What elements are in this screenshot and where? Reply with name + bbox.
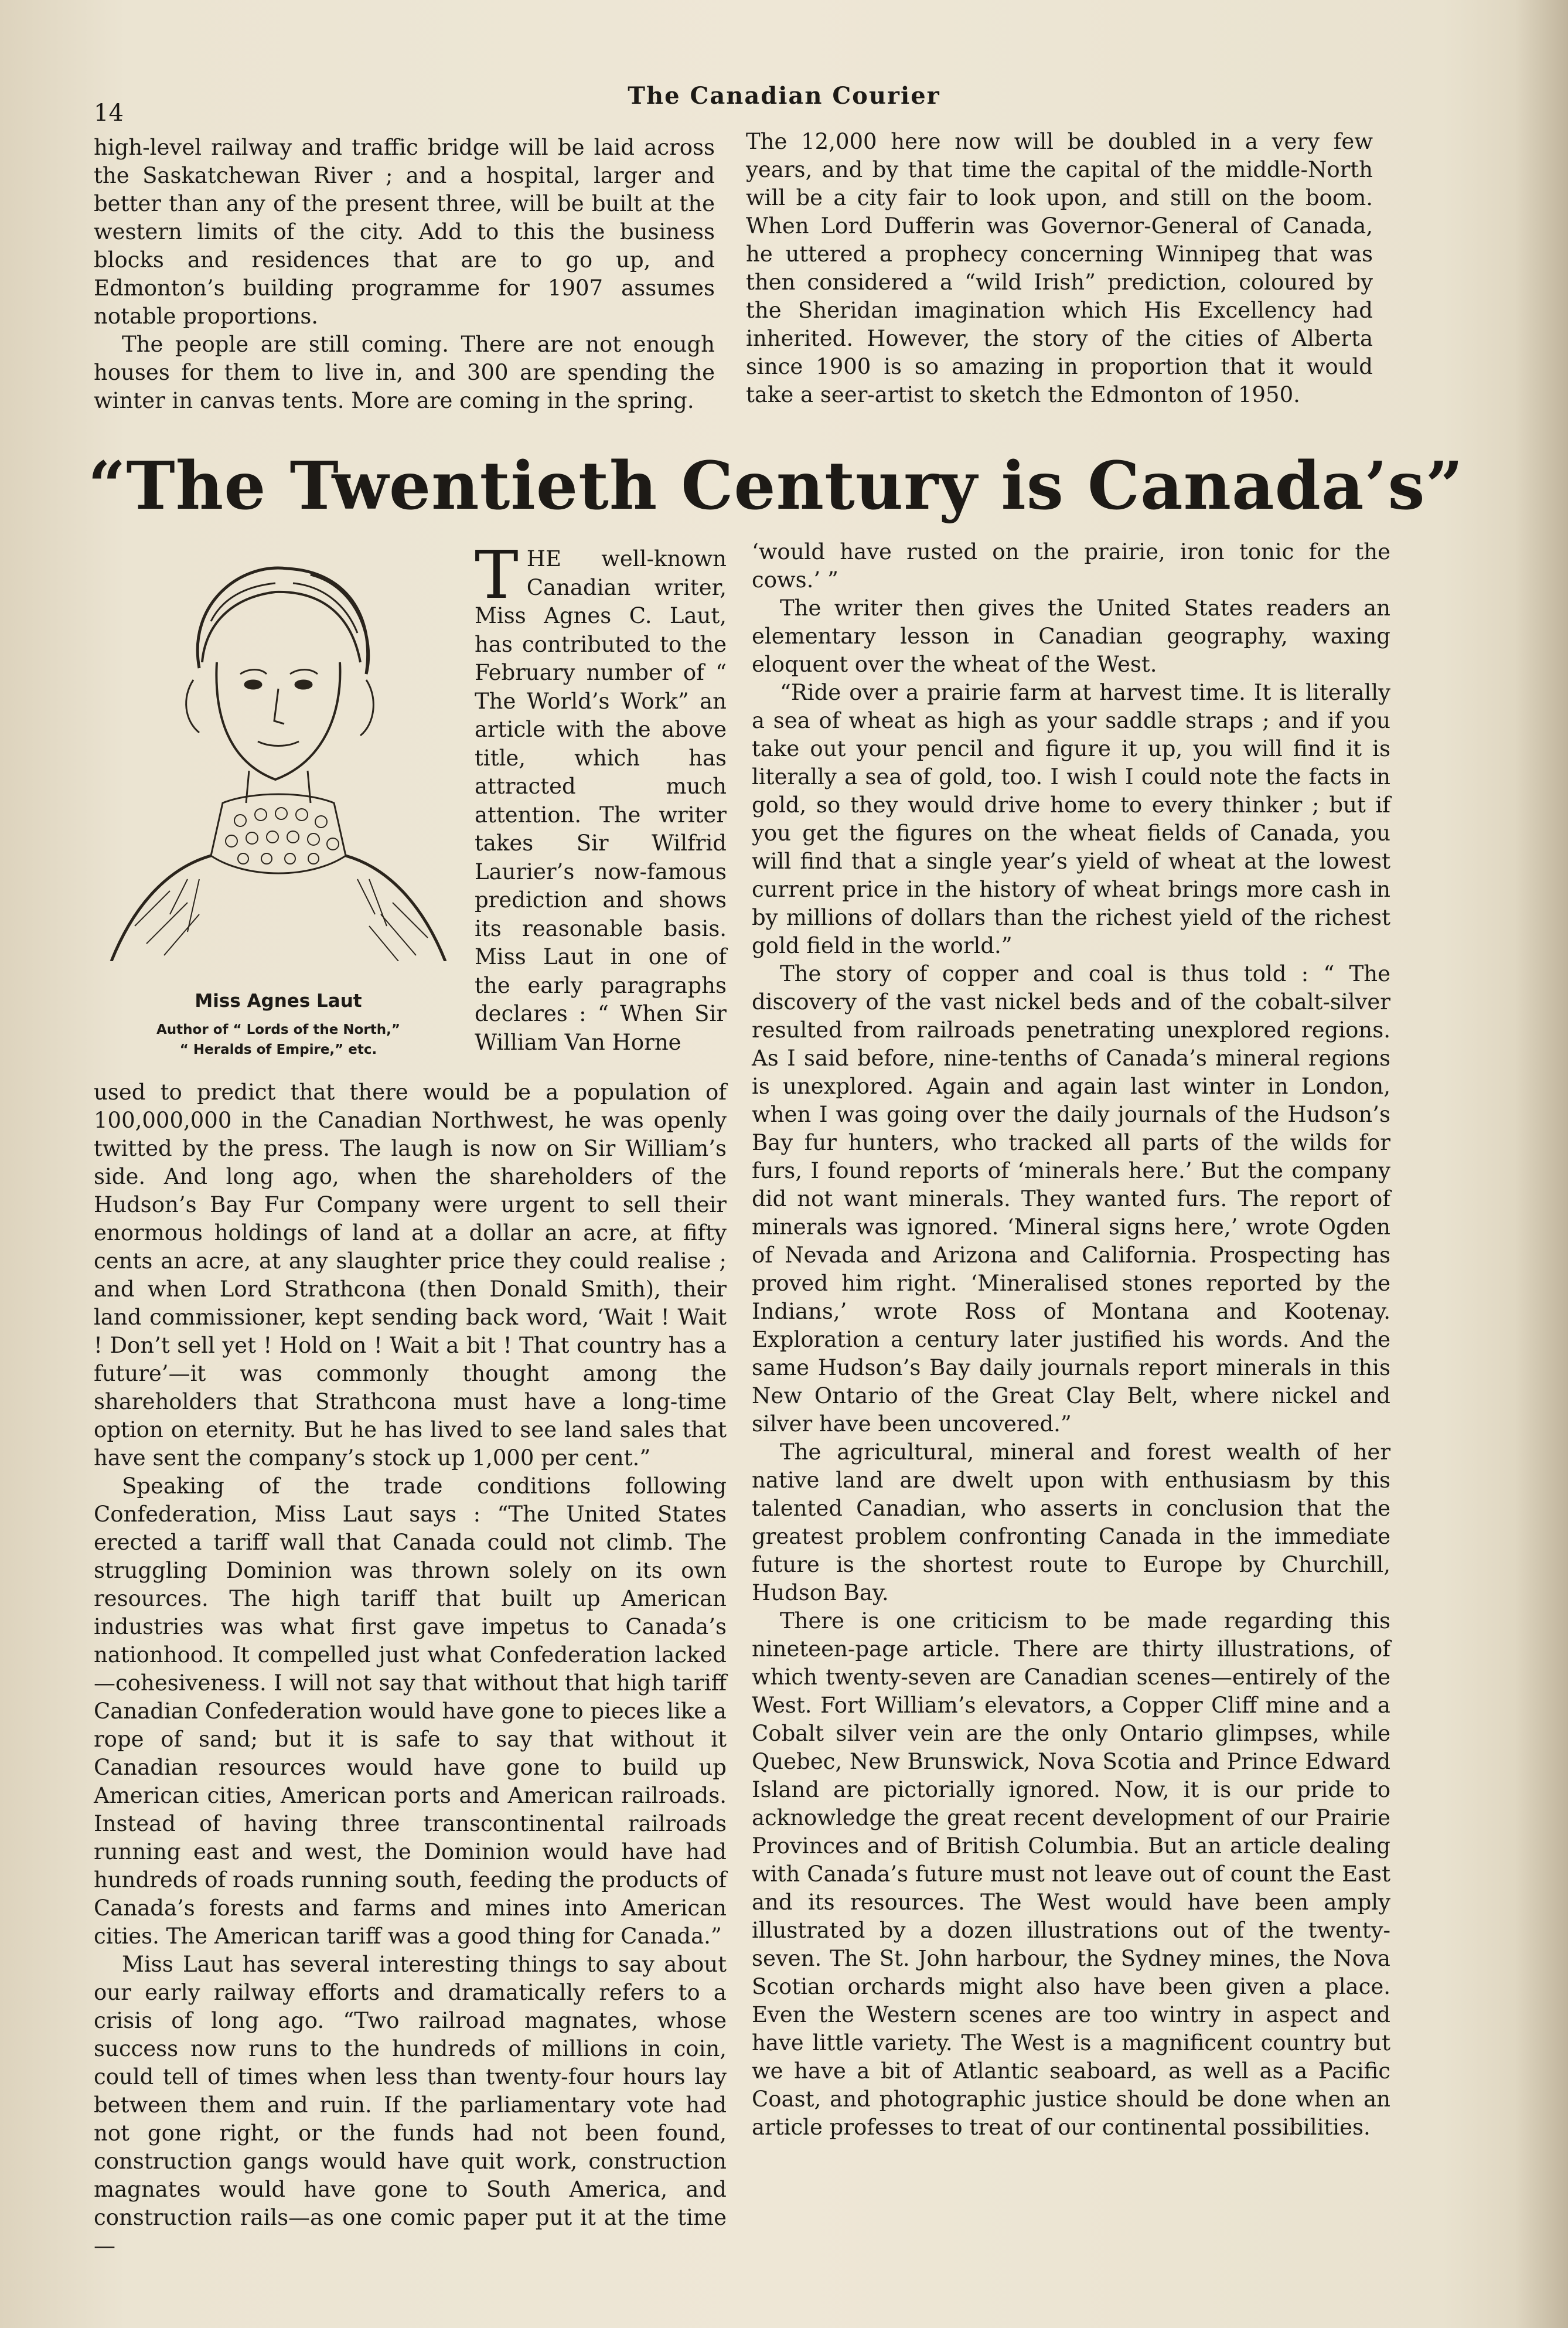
paragraph: The people are still coming. There are not enough houses for them to live in, and 300 are spending the winter in canvas tents. More are coming in the spring. — [94, 332, 715, 413]
top-right-column — [746, 128, 1373, 409]
drop-cap: T — [475, 537, 519, 614]
article-headline: “The Twentieth Century is Canada’s” — [88, 448, 1464, 525]
article-left-column — [94, 1078, 727, 2260]
portrait-caption — [100, 1020, 457, 1060]
paragraph: The 12,000 here now will be doubled in a very few years, and by that time the capital of the middle-North will be a city fair to look upon, and still on the boom. When Lord Dufferin was Governor-General of Canada, he uttered a prophecy concerning Winnipeg that was then considered a “wild Irish” prediction, coloured by the Sheridan imagination which His Excellency had inherited. However, the story of the cities of Alberta since 1900 is so amazing in proportion that it would take a seer-artist to sketch the Edmonton of 1950. — [746, 129, 1373, 407]
intro-text: HE well-known Canadian writer, Miss Agnes C. Laut, has contributed to the February number of “ The World’s Work” an article with the above title, which has attracted much attention. The writer takes Sir Wilfrid Laurier’s now-famous prediction and shows its reasonable basis. Miss Laut in one of the early paragraphs declares : “ When Sir William Van Horne — [475, 546, 727, 1055]
caption-line: “ Heralds of Empire,” etc. — [179, 1042, 377, 1057]
page-number: 14 — [94, 100, 124, 127]
portrait-name: Miss Agnes Laut — [195, 991, 362, 1012]
paragraph: Miss Laut has several interesting things to say about our early railway efforts and dramatically refers to a crisis of long ago. “Two railroad magnates, whose success now runs to the hundreds of millions in coin, could tell of times when less than twenty-four hours lay between them and ruin. If the parliamentary vote had not gone right, or the funds had not been found, construction gangs would have quit work, construction magnates would have gone to South America, and construction rails—as one comic paper put it at the time— — [94, 1952, 727, 2258]
portrait-illustration — [100, 551, 457, 961]
paragraph: used to predict that there would be a population of 100,000,000 in the Canadian Northwest, he was openly twitted by the press. The laugh is now on Sir William’s side. And long ago, when the shareholders of the Hudson’s Bay Fur Company were urgent to sell their enormous holdings of land at a dollar an acre, at fifty cents an acre, at any slaughter price they could realise ; and when Lord Strathcona (then Donald Smith), their land commissioner, kept sending back word, ‘Wait ! Wait ! Don’t sell yet ! Hold on ! Wait a bit ! That country has a future’—it was commonly thought among the shareholders that Strathcona must have a long-time option on eternity. But he has lived to see land sales that have sent the company’s stock up 1,000 per cent.” — [94, 1080, 727, 1471]
caption-line: Author of “ Lords of the North,” — [156, 1022, 400, 1037]
paragraph: Speaking of the trade conditions following Confederation, Miss Laut says : “The United States erected a tariff wall that Canada could not climb. The struggling Dominion was thrown solely on its own resources. The high tariff that built up American industries was what first gave impetus to Canada’s nationhood. It compelled just what Confederation lacked—cohesiveness. I will not say that without that high tariff Canadian Confederation would have gone to pieces like a rope of sand; but it is safe to say that without it Canadian resources would have gone to build up American cities, American ports and American railroads. Instead of having three transcontinental railroads running east and west, the Dominion would have had hundreds of roads running south, feeding the products of Canada’s forests and farms and mines into American cities. The American tariff was a good thing for Canada.” — [94, 1473, 727, 1949]
paragraph: high-level railway and traffic bridge will be laid across the Saskatchewan River ; and a hospital, larger and better than any of the present three, will be built at the western limits of the city. Add to this the business blocks and residences that are to go up, and Edmonton’s building programme for 1907 assumes notable proportions. — [94, 135, 715, 329]
page-edge-shadow — [1515, 0, 1568, 2328]
paragraph: ‘would have rusted on the prairie, iron tonic for the cows.’ ” — [752, 539, 1390, 593]
paragraph: The agricultural, mineral and forest wealth of her native land are dwelt upon with enthusiasm by this talented Canadian, who asserts in conclusion that the greatest problem confronting Canada in the immediate future is the shortest route to Europe by Churchill, Hudson Bay. — [752, 1439, 1390, 1605]
paragraph: “Ride over a prairie farm at harvest time. It is literally a sea of wheat as high as your saddle straps ; and if you take out your pencil and figure it up, you will find it is literally a sea of gold, too. I wish I could note the facts in gold, so they would drive home to every thinker ; but if you get the figures on the wheat fields of Canada, you will find that a single year’s yield of wheat at the lowest current price in the history of wheat brings more cash in by millions of dollars than the richest yield of the richest gold field in the world.” — [752, 680, 1390, 958]
paragraph: The writer then gives the United States readers an elementary lesson in Canadian geography, waxing eloquent over the wheat of the West. — [752, 595, 1390, 677]
paragraph: The story of copper and coal is thus told : “ The discovery of the vast nickel beds and of the cobalt-silver resulted from railroads penetrating unexplored regions. As I said before, nine-tenths of Canada’s mineral regions is unexplored. Again and again last winter in London, when I was going over the daily journals of the Hudson’s Bay fur hunters, who tracked all parts of the wilds for furs, I found reports of ‘minerals here.’ But the company did not want minerals. They wanted furs. The report of minerals was ignored. ‘Mineral signs here,’ wrote Ogden of Nevada and Arizona and California. Prospecting has proved him right. ‘Mineralised stones reported by the Indians,’ wrote Ross of Montana and Kootenay. Exploration a century later justified his words. And the same Hudson’s Bay daily journals report minerals in this New Ontario of the Great Clay Belt, where nickel and silver have been uncovered.” — [752, 961, 1390, 1437]
paragraph: There is one criticism to be made regarding this nineteen-page article. There are thirty illustrations, of which twenty-seven are Canadian scenes—entirely of the West. Fort William’s elevators, a Copper Cliff mine and a Cobalt silver vein are the only Ontario glimpses, while Quebec, New Brunswick, Nova Scotia and Prince Edward Island are pictorially ignored. Now, it is our pride to acknowledge the great recent development of our Prairie Provinces and of British Columbia. But an article dealing with Canada’s future must not leave out of count the East and its resources. The West would have been amply illustrated by a dozen illustrations out of the twenty-seven. The St. John harbour, the Sydney mines, the Nova Scotian orchards might also have been given a place. Even the Western scenes are too wintry in aspect and have little variety. The West is a magnificent country but we have a bit of Atlantic seaboard, as well as a Pacific Coast, and photographic justice should be done when an article professes to treat of our continental possibilities. — [752, 1608, 1390, 2140]
article-right-column — [752, 538, 1390, 2142]
top-left-column — [94, 134, 715, 415]
article-intro — [475, 537, 727, 1057]
running-head: The Canadian Courier — [628, 82, 940, 110]
portrait-drawing — [111, 568, 445, 961]
